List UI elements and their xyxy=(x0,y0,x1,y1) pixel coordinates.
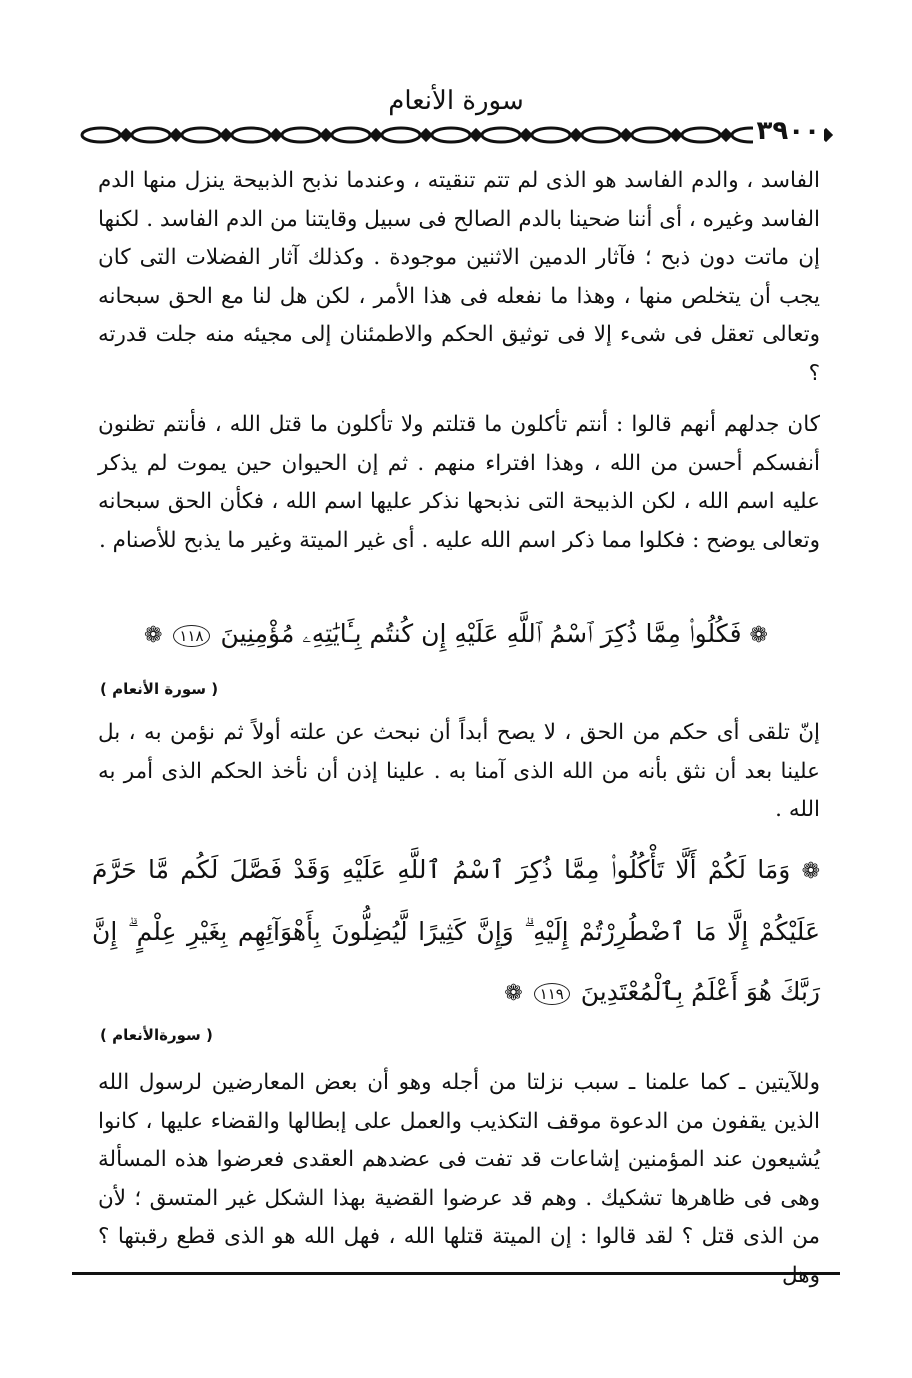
ornamental-rule xyxy=(78,122,834,148)
ornament-diamond xyxy=(171,130,181,140)
quran-verse-119 xyxy=(92,840,820,1024)
ornament-link xyxy=(682,128,720,142)
paragraph-3: إنّ تلقى أى حكم من الحق ، لا يصح أبداً أن نبحث عن علته أولاً ثم نؤمن به ، بل علينا بعد أن نثق بأنه من الله الذى آمنا به . علينا إذن أن نأخذ الحكم الذى أمر به الله . xyxy=(98,720,820,822)
ornament-diamond xyxy=(271,130,281,140)
verse-close-ornament-icon: ❁ xyxy=(144,623,163,648)
ornament-diamond xyxy=(621,130,631,140)
ornament-link xyxy=(382,128,420,142)
verse-source: ( سورةالأنعام ) xyxy=(100,1026,213,1044)
ornament-diamond xyxy=(721,130,731,140)
ornament-link xyxy=(432,128,470,142)
verse-source: ( سورة الأنعام ) xyxy=(100,680,219,698)
ornament-link xyxy=(132,128,170,142)
ornament-diamond xyxy=(471,130,481,140)
ornament-link xyxy=(532,128,570,142)
page-number: ٣٩٠٠ xyxy=(753,116,824,146)
ornament-diamond xyxy=(371,130,381,140)
ayah-number: ١١٩ xyxy=(534,983,570,1005)
ornament-diamond xyxy=(221,130,231,140)
footer-rule xyxy=(72,1272,840,1275)
ayah-number: ١١٨ xyxy=(173,625,209,647)
surah-title-header: سورة الأنعام xyxy=(388,86,524,116)
ornament-diamond xyxy=(671,130,681,140)
ornament-diamond xyxy=(521,130,531,140)
verse-close-ornament-icon: ❁ xyxy=(504,981,523,1006)
verse-text: وَمَا لَكُمْ أَلَّا تَأْكُلُوا۟ مِمَّا ذُكِرَ ٱسْمُ ٱللَّهِ عَلَيْهِ وَقَدْ فَصَّلَ لَكُم مَّا حَرَّمَ عَلَيْكُمْ إِلَّا مَا ٱضْطُرِرْتُمْ إِلَيْهِ ۗ وَإِنَّ كَثِيرًا لَّيُضِلُّونَ بِأَهْوَآئِهِم بِغَيْرِ عِلْمٍ ۗ إِنَّ رَبَّكَ هُوَ أَعْلَمُ بِٱلْمُعْتَدِينَ xyxy=(92,855,820,1006)
ornament-link xyxy=(582,128,620,142)
ornament-link xyxy=(632,128,670,142)
ornament-diamond xyxy=(121,130,131,140)
ornament-link xyxy=(82,128,120,142)
verse-text: فَكُلُوا۟ مِمَّا ذُكِرَ ٱسْمُ ٱللَّهِ عَلَيْهِ إِن كُنتُم بِـَٔايَٰتِهِۦ مُؤْمِنِينَ xyxy=(220,619,742,648)
paragraph-4: وللآيتين ـ كما علمنا ـ سبب نزلتا من أجله وهو أن بعض المعارضين لرسول الله الذين يقفون من الدعوة موقف التكذيب والعمل على إبطالها والقضاء عليها ، كانوا يُشيعون عند المؤمنين إشاعات قد تفت فى عضدهم العقدى فعرضوا هذه المسألة وهى فى ظاهرها تشكيك . وهم قد عرضوا القضية بهذا الشكل غير المتسق ؛ لأن من الذى قتل ؟ لقد قالوا : إن الميتة قتلها الله ، فهل الله هو الذى قطع رقبتها ؟ وهل xyxy=(98,1070,820,1288)
verse-open-ornament-icon: ❁ xyxy=(749,623,768,648)
paragraph-2: كان جدلهم أنهم قالوا : أنتم تأكلون ما قتلتم ولا تأكلون ما قتل الله ، فأنتم تظنون أنفسكم أحسن من الله ، وهذا افتراء منهم . ثم إن الحيوان حين يموت لم يذكر عليه اسم الله ، لكن الذبيحة التى نذبحها نذكر عليها اسم الله ، فكأن الحق سبحانه وتعالى يوضح : فكلوا مما ذكر اسم الله عليه . أى غير الميتة وغير ما يذبح للأصنام . xyxy=(98,412,820,553)
ornament-link xyxy=(282,128,320,142)
ornament-diamond xyxy=(571,130,581,140)
quran-verse-118 xyxy=(92,604,820,666)
verse-open-ornament-icon: ❁ xyxy=(801,859,820,884)
ornament-link xyxy=(482,128,520,142)
ornament-link xyxy=(232,128,270,142)
ornament-diamond xyxy=(421,130,431,140)
paragraph-1: الفاسد ، والدم الفاسد هو الذى لم تتم تنقيته ، وعندما نذبح الذبيحة ينزل منها الدم الفاسد وغيره ، أى أننا ضحينا بالدم الصالح فى سبيل وقايتنا من الدم الفاسد . لكنها إن ماتت دون ذبح ؛ فآثار الدمين الاثنين موجودة . وكذلك آثار الفضلات التى كان يجب أن يتخلص منها ، وهذا ما نفعله فى هذا الأمر ، لكن هل لنا مع الحق سبحانه وتعالى تعقل فى شىء إلا فى توثيق الحكم والاطمئنان إلى مجيئه منه جلت قدرته ؟ xyxy=(98,168,820,386)
ornament-link xyxy=(332,128,370,142)
ornament-diamond xyxy=(321,130,331,140)
ornament-link xyxy=(182,128,220,142)
